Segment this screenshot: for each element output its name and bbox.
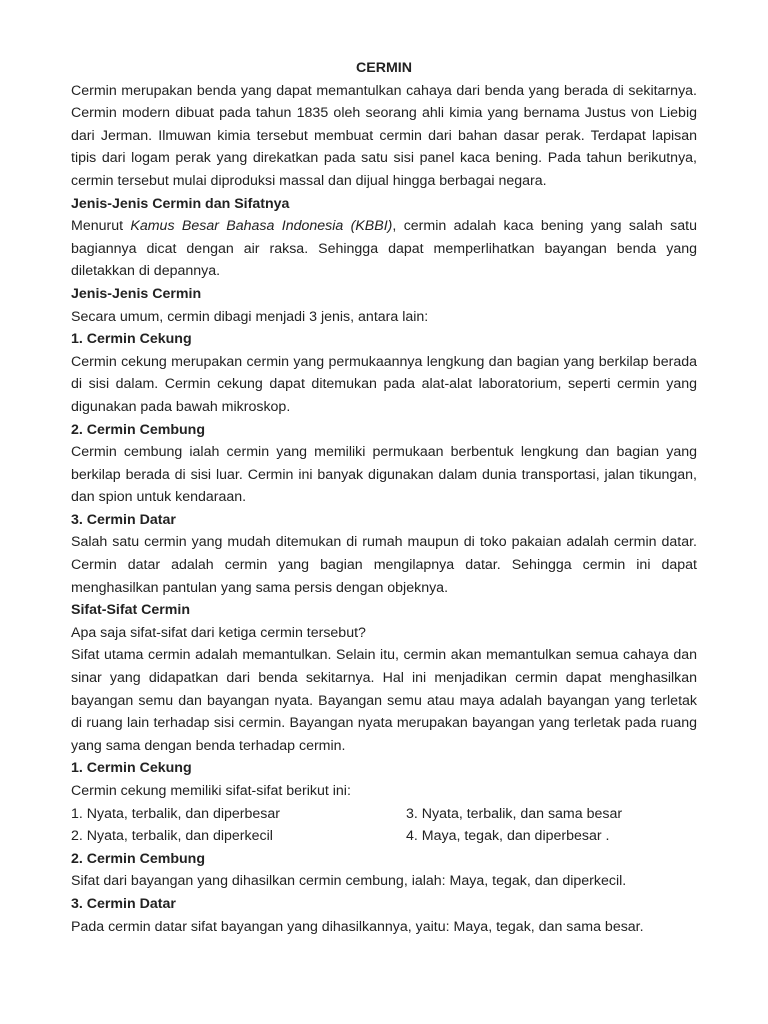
list-item: 3. Nyata, terbalik, dan sama besar [406, 805, 623, 822]
sifat-list-cekung [71, 803, 697, 848]
type-heading-datar: 3. Cermin Datar [71, 511, 176, 528]
intro-paragraph: Cermin merupakan benda yang dapat memantulkan cahaya dari benda yang berada di sekitarnya. Cermin modern dibuat pada tahun 1835 oleh seorang ahli kimia yang bernama Justus von Liebig dari Jerman. Ilmuwan kimia tersebut membuat cermin dari bahan dasar perak. Terdapat lapisan tipis dari logam perak yang direkatkan pada satu sisi panel kaca bening. Pada tahun berikutnya, cermin tersebut mulai diproduksi massal dan dijual hingga berbagai negara. [71, 82, 697, 189]
kbbi-source-text: Kamus Besar Bahasa Indonesia (KBBI) [130, 218, 393, 235]
section-heading-jenis-dan-sifat: Jenis-Jenis Cermin dan Sifatnya [71, 195, 290, 212]
list-item: 4. Maya, tegak, dan diperbesar . [406, 828, 610, 845]
section-heading-jenis: Jenis-Jenis Cermin [71, 285, 202, 302]
sifat-heading-datar: 3. Cermin Datar [71, 895, 176, 912]
kbbi-definition-paragraph [71, 215, 697, 283]
type-text-datar: Salah satu cermin yang mudah ditemukan di rumah maupun di toko pakaian adalah cermin datar. Cermin datar adalah cermin yang bagian mengilapnya datar. Sehingga cermin ini dapat menghasilkan pantulan yang sama persis dengan objeknya. [71, 534, 697, 596]
sifat-question-text: Apa saja sifat-sifat dari ketiga cermin tersebut? [71, 624, 366, 641]
section-heading-sifat: Sifat-Sifat Cermin [71, 602, 191, 619]
sifat-heading-cekung: 1. Cermin Cekung [71, 760, 192, 777]
type-text-cembung: Cermin cembung ialah cermin yang memiliki permukaan berbentuk lengkung dan bagian yang berkilap berada di sisi luar. Cermin ini banyak digunakan dalam dunia transportasi, jalan tikungan, dan spion untuk kendaraan. [71, 444, 697, 506]
sifat-text-datar: Pada cermin datar sifat bayangan yang dihasilkannya, yaitu: Maya, tegak, dan sama besar. [71, 918, 644, 935]
page-title: CERMIN [356, 60, 412, 76]
kbbi-prefix-text: Menurut [71, 218, 131, 235]
sifat-paragraph: Sifat utama cermin adalah memantulkan. Selain itu, cermin akan memantulkan semua cahaya dan sinar yang didapatkan dari benda sekitarnya. Hal ini menjadikan cermin dapat menghasilkan bayangan semu dan bayangan nyata. Bayangan semu atau maya adalah bayangan yang terletak di ruang lain terhadap sisi cermin. Bayangan nyata merupakan bayangan yang terletak pada ruang yang sama dengan benda terhadap cermin. [71, 647, 697, 754]
type-heading-cekung: 1. Cermin Cekung [71, 331, 192, 348]
sifat-heading-cembung: 2. Cermin Cembung [71, 850, 206, 867]
sifat-intro-cekung: Cermin cekung memiliki sifat-sifat berikut ini: [71, 783, 351, 799]
document-page [71, 57, 697, 938]
list-item: 2. Nyata, terbalik, dan diperkecil [71, 828, 273, 845]
types-intro-text: Secara umum, cermin dibagi menjadi 3 jenis, antara lain: [71, 308, 429, 325]
type-text-cekung: Cermin cekung merupakan cermin yang permukaannya lengkung dan bagian yang berkilap berada di sisi dalam. Cermin cekung dapat ditemukan pada alat-alat laboratorium, seperti cermin yang digunakan pada bawah mikroskop. [71, 353, 697, 415]
list-item: 1. Nyata, terbalik, dan diperbesar [71, 805, 280, 822]
kbbi-definition-text: , cermin adalah kaca bening yang salah satu bagiannya dicat dengan air raksa. Sehingga dapat memperlihatkan bayangan benda yang diletakkan di depannya. [71, 218, 697, 280]
type-heading-cembung: 2. Cermin Cembung [71, 421, 206, 438]
sifat-text-cembung: Sifat dari bayangan yang dihasilkan cermin cembung, ialah: Maya, tegak, dan diperkecil. [71, 873, 627, 890]
